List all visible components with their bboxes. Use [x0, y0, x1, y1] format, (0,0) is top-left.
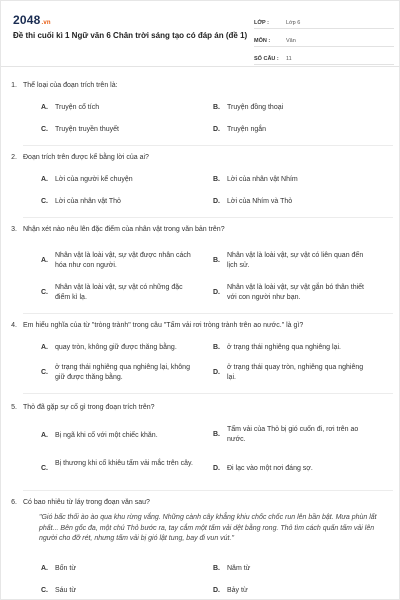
question-number: 3.: [11, 226, 17, 233]
option-letter: D.: [213, 465, 220, 472]
question-number: 5.: [11, 404, 17, 411]
option-text: Bị ngã khi cố với một chiếc khăn.: [55, 432, 158, 439]
question-number: 6.: [11, 499, 17, 506]
option-letter: B.: [213, 431, 220, 438]
meta-row-class: [254, 15, 394, 29]
option-text: Lời của nhân vật Thỏ: [55, 198, 121, 205]
option-text: Truyện đồng thoại: [227, 104, 284, 111]
question-text: Em hiểu nghĩa của từ "tròng trành" trong câu "Tấm vải rơi tròng trành trên ao nước." là gì?: [23, 322, 304, 329]
option-text: Truyện ngắn: [227, 126, 267, 133]
option-letter: A.: [41, 344, 48, 351]
option-letter: B.: [213, 176, 220, 183]
option-letter: D.: [213, 369, 220, 376]
option-text: Năm từ: [227, 565, 251, 572]
option-text: ở trạng thái nghiêng qua nghiêng lại.: [227, 344, 341, 351]
question-number: 1.: [11, 82, 17, 89]
option-letter: A.: [41, 176, 48, 183]
question-divider: [23, 490, 393, 491]
option-letter: A.: [41, 257, 48, 264]
option-letter: A.: [41, 432, 48, 439]
meta-row-count: [254, 51, 394, 65]
option-letter: C.: [41, 369, 48, 376]
question-text: Có bao nhiêu từ láy trong đoạn văn sau?: [23, 499, 150, 506]
question-divider: [23, 313, 393, 314]
question-number: 4.: [11, 322, 17, 329]
option-text: Lời của nhân vật Nhím: [227, 176, 298, 183]
question-divider: [23, 217, 393, 218]
exam-meta: [254, 15, 394, 69]
option-letter: B.: [213, 344, 220, 351]
option-text: ở trạng thái nghiêng qua nghiêng lại, không giữ được thăng bằng.: [55, 364, 190, 381]
logo-suffix: .vn: [41, 20, 51, 26]
option-letter: A.: [41, 565, 48, 572]
option-text: Truyện truyền thuyết: [55, 126, 119, 133]
option-letter: D.: [213, 587, 220, 594]
quoted-passage: "Gió bấc thổi ào ào qua khu rừng vắng. Những cành cây khẳng khiu chốc chốc run lên bần bật. Mưa phùn lất phất... Bên gốc đa, một chú Thỏ bước ra, tay cắm một tấm vải dệt bằng rong. Thỏ tìm cách quấn tấm vải lên người cho đỡ rét, nhưng tấm vải bị gió lật tung, bay đi vun vút.": [39, 514, 377, 542]
meta-value: 11: [286, 56, 292, 62]
question-stem: [11, 81, 118, 91]
exam-title: Đề thi cuối kì 1 Ngữ văn 6 Chân trời sáng tạo có đáp án (đề 1): [13, 31, 248, 40]
question-stem: [11, 403, 155, 413]
meta-value: Văn: [286, 38, 296, 44]
meta-label: SỐ CÂU :: [254, 56, 279, 62]
option-text: Nhân vật là loài vật, sự vật gắn bó thân thiết với con người như bạn.: [227, 284, 364, 301]
option-letter: A.: [41, 104, 48, 111]
option-text: Bốn từ: [55, 565, 77, 572]
option-letter: C.: [41, 289, 48, 296]
option-letter: B.: [213, 257, 220, 264]
question-stem: [11, 225, 225, 235]
exam-header: [1, 1, 400, 67]
option-letter: D.: [213, 289, 220, 296]
meta-value: Lớp 6: [286, 20, 301, 26]
option-letter: B.: [213, 104, 220, 111]
question-number: 2.: [11, 154, 17, 161]
option-letter: C.: [41, 587, 48, 594]
option-text: Truyện cổ tích: [55, 104, 100, 111]
question-stem: [11, 498, 150, 508]
option-text: quay tròn, không giữ được thăng bằng.: [55, 344, 177, 351]
option-letter: C.: [41, 126, 48, 133]
option-text: Sáu từ: [55, 587, 77, 594]
option-letter: D.: [213, 126, 220, 133]
option-text: Đi lạc vào một nơi đáng sợ.: [227, 465, 313, 472]
question-text: Đoạn trích trên được kể bằng lời của ai?: [23, 154, 149, 161]
meta-row-subject: [254, 33, 394, 47]
option-text: Tấm vải của Thỏ bị gió cuốn đi, rơi trên ao nước.: [227, 426, 359, 443]
option-letter: D.: [213, 198, 220, 205]
option-letter: C.: [41, 465, 48, 472]
meta-label: MÔN :: [254, 38, 271, 44]
option-letter: C.: [41, 198, 48, 205]
option-text: Nhân vật là loài vật, sự vật có những đặc điểm kì lạ.: [55, 284, 183, 301]
site-logo[interactable]: [13, 13, 51, 27]
question-stem: [11, 321, 304, 331]
question-divider: [23, 393, 393, 394]
question-text: Thể loại của đoạn trích trên là:: [23, 82, 118, 89]
question-stem: [11, 153, 149, 163]
option-text: ở trạng thái quay tròn, nghiêng qua nghiêng lại.: [227, 364, 364, 381]
option-text: Nhân vật là loài vật, sự vật có liên quan đến lịch sử.: [227, 252, 364, 269]
option-text: Lời của Nhím và Thỏ: [227, 198, 293, 205]
option-text: Nhân vật là loài vật, sự vật được nhân cách hóa như con người.: [55, 252, 191, 269]
meta-label: LỚP :: [254, 20, 269, 26]
option-text: Bảy từ: [227, 587, 248, 594]
question-text: Thỏ đã gặp sự cố gì trong đoạn trích trên?: [23, 404, 155, 411]
logo-text: 2048: [13, 13, 41, 27]
option-letter: B.: [213, 565, 220, 572]
question-text: Nhận xét nào nêu lên đặc điểm của nhân vật trong văn bản trên?: [23, 226, 225, 233]
option-text: Lời của người kể chuyện: [55, 176, 133, 183]
question-divider: [23, 145, 393, 146]
option-text: Bị thương khi cố khiêu tấm vải mắc trên cây.: [55, 460, 193, 467]
